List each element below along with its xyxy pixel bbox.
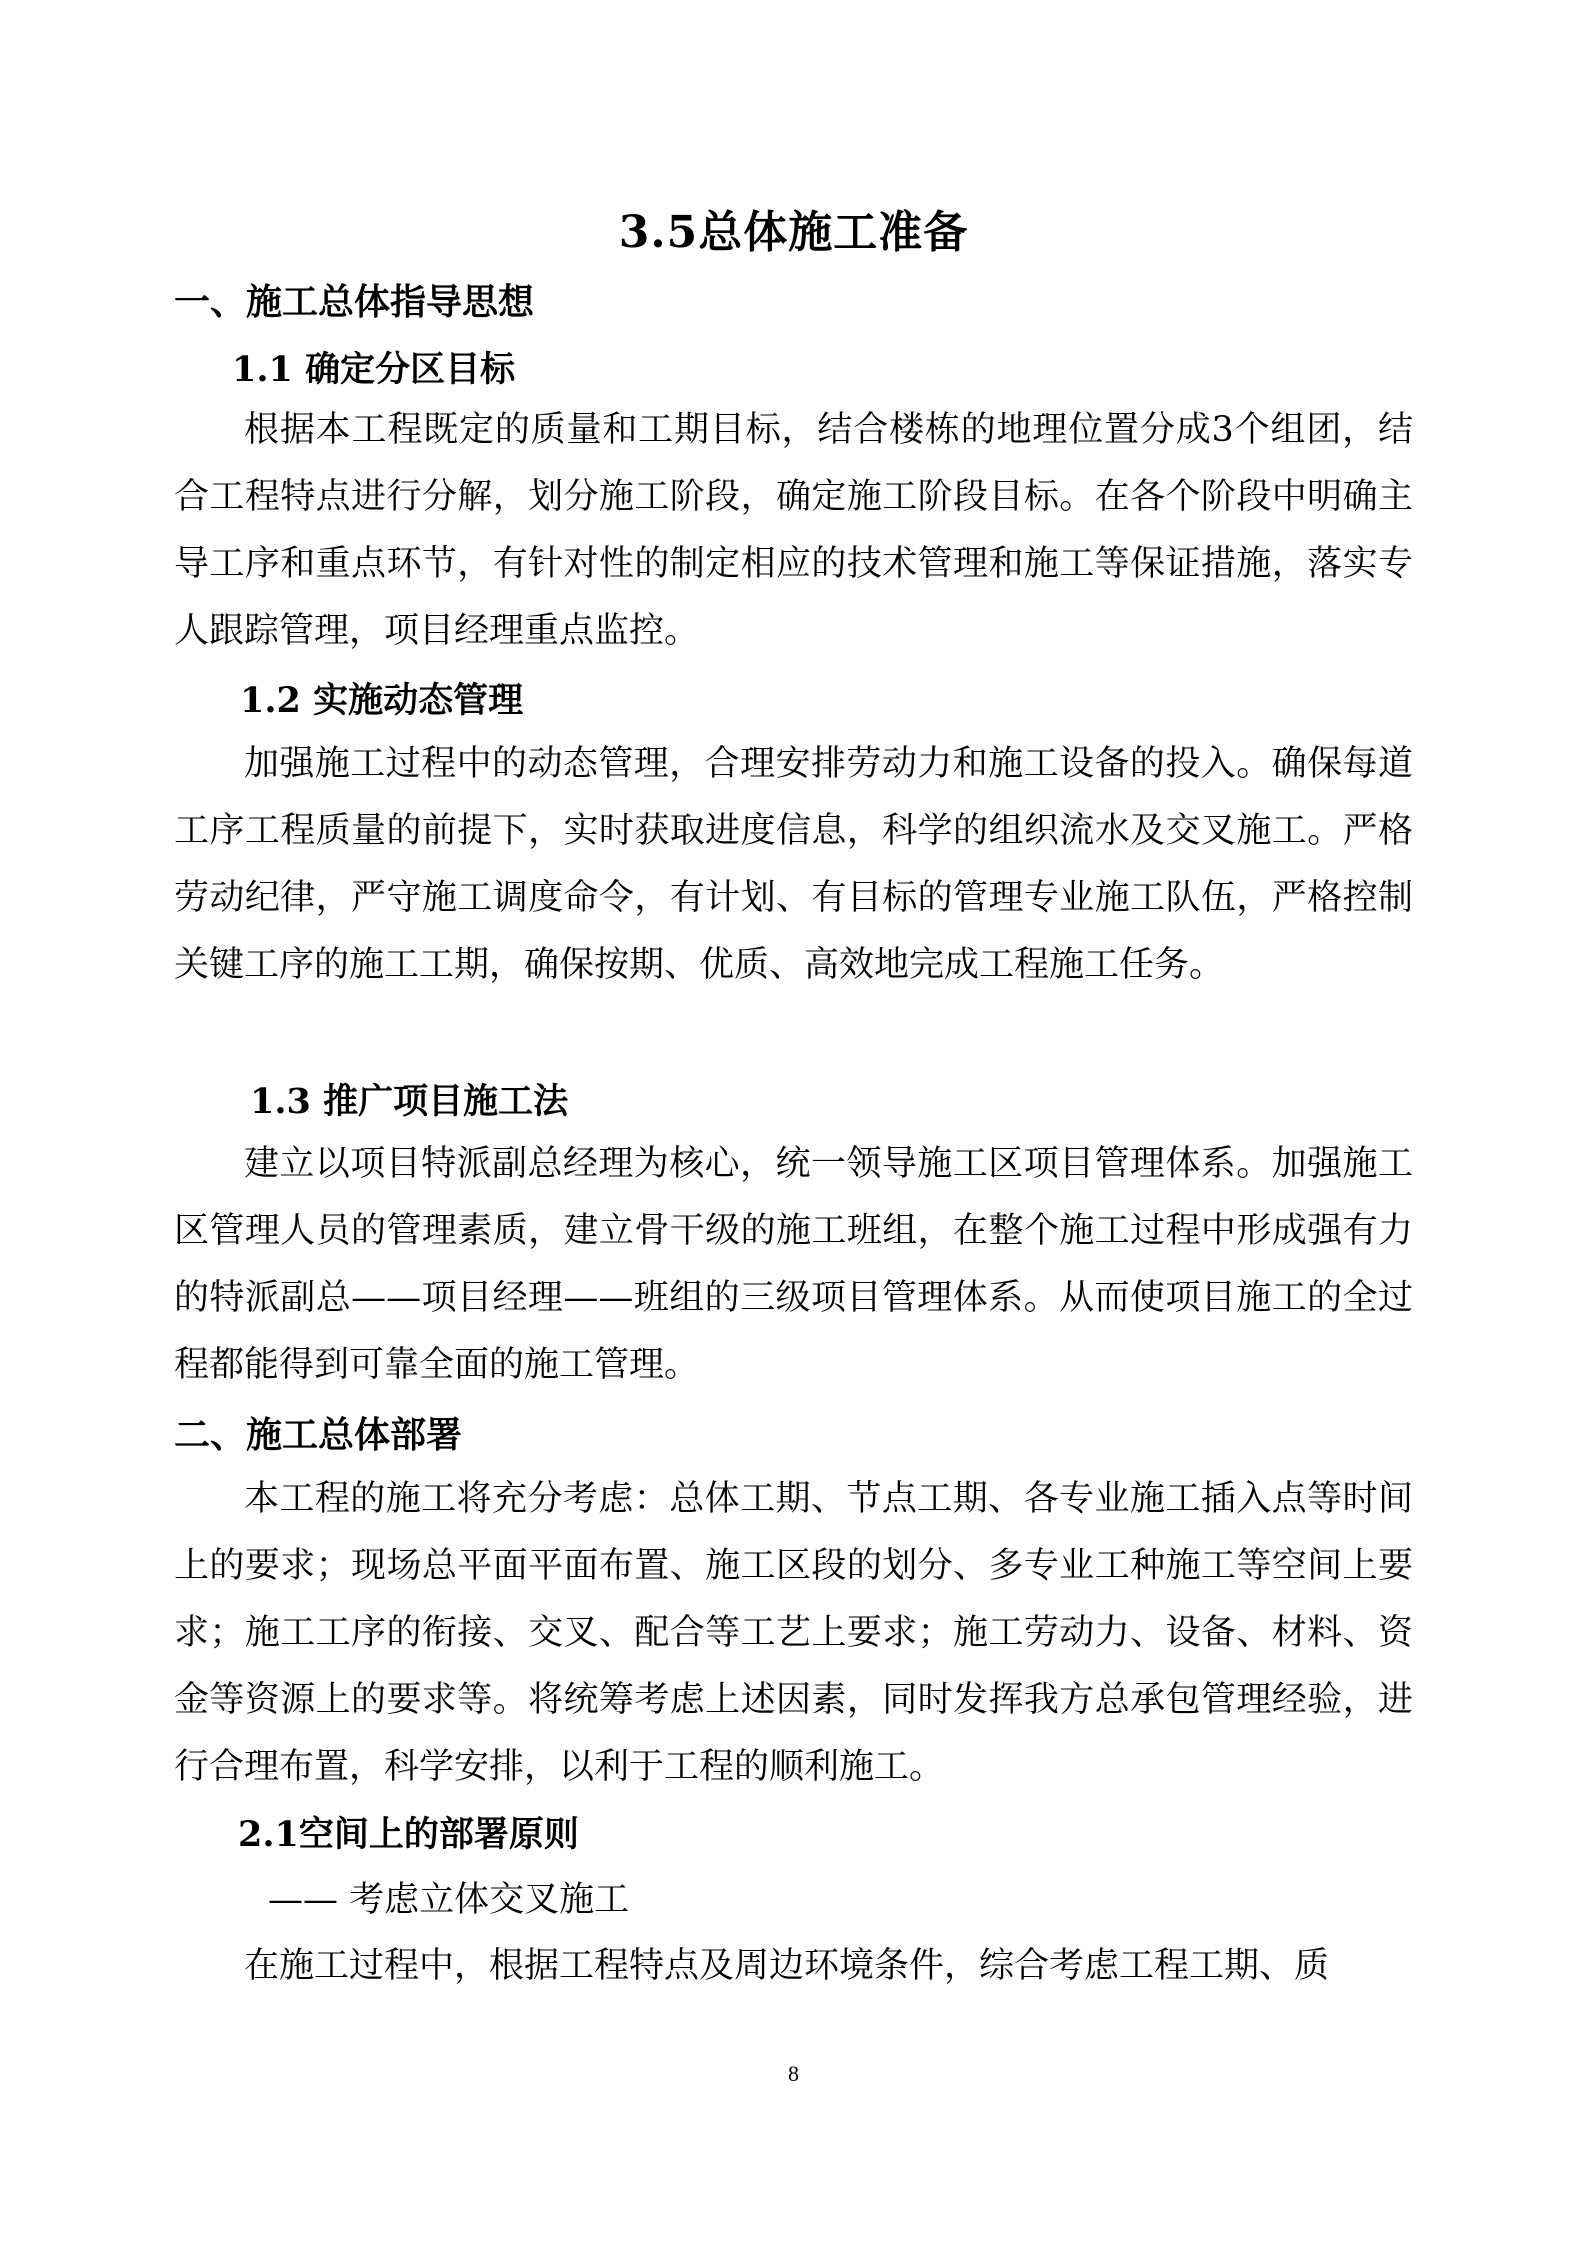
page-number: 8 [788,2061,799,2086]
paragraph-2-1: 在施工过程中，根据工程特点及周边环境条件，综合考虑工程工期、质 [244,1946,1330,1986]
section-heading-1: 一、施工总体指导思想 [174,281,535,323]
dash-bullet-line: —— 考虑立体交叉施工 [268,1880,630,1920]
subsection-heading-1-2: 1.2 实施动态管理 [240,680,524,721]
subsection-heading-2-1: 2.1空间上的部署原则 [238,1814,579,1855]
document-title: 3.5总体施工准备 [618,207,969,258]
paragraph-1-2: 加强施工过程中的动态管理，合理安排劳动力和施工设备的投入。确保每道工序工程质量的前提下，实时获取进度信息，科学的组织流水及交叉施工。严格劳动纪律，严守施工调度命令，有计划、有目标的管理专业施工队伍，严格控制关键工序的施工工期，确保按期、优质、高效地完成工程施工任务。 [174,744,1413,985]
paragraph-1-1: 根据本工程既定的质量和工期目标，结合楼栋的地理位置分成3个组团，结合工程特点进行分解，划分施工阶段，确定施工阶段目标。在各个阶段中明确主导工序和重点环节，有针对性的制定相应的技术管理和施工等保证措施，落实专人跟踪管理，项目经理重点监控。 [174,410,1413,651]
paragraph-1-3: 建立以项目特派副总经理为核心，统一领导施工区项目管理体系。加强施工区管理人员的管理素质，建立骨干级的施工班组，在整个施工过程中形成强有力的特派副总——项目经理——班组的三级项目管理体系。从而使项目施工的全过程都能得到可靠全面的施工管理。 [174,1144,1413,1385]
subsection-heading-1-3: 1.3 推广项目施工法 [250,1081,569,1122]
subsection-heading-1-1: 1.1 确定分区目标 [232,349,516,390]
section-heading-2: 二、施工总体部署 [174,1414,463,1456]
paragraph-2: 本工程的施工将充分考虑：总体工期、节点工期、各专业施工插入点等时间上的要求；现场总平面平面布置、施工区段的划分、多专业工种施工等空间上要求；施工工序的衔接、交叉、配合等工艺上要求；施工劳动力、设备、材料、资金等资源上的要求等。将统筹考虑上述因素，同时发挥我方总承包管理经验，进行合理布置，科学安排，以利于工程的顺利施工。 [174,1479,1413,1787]
